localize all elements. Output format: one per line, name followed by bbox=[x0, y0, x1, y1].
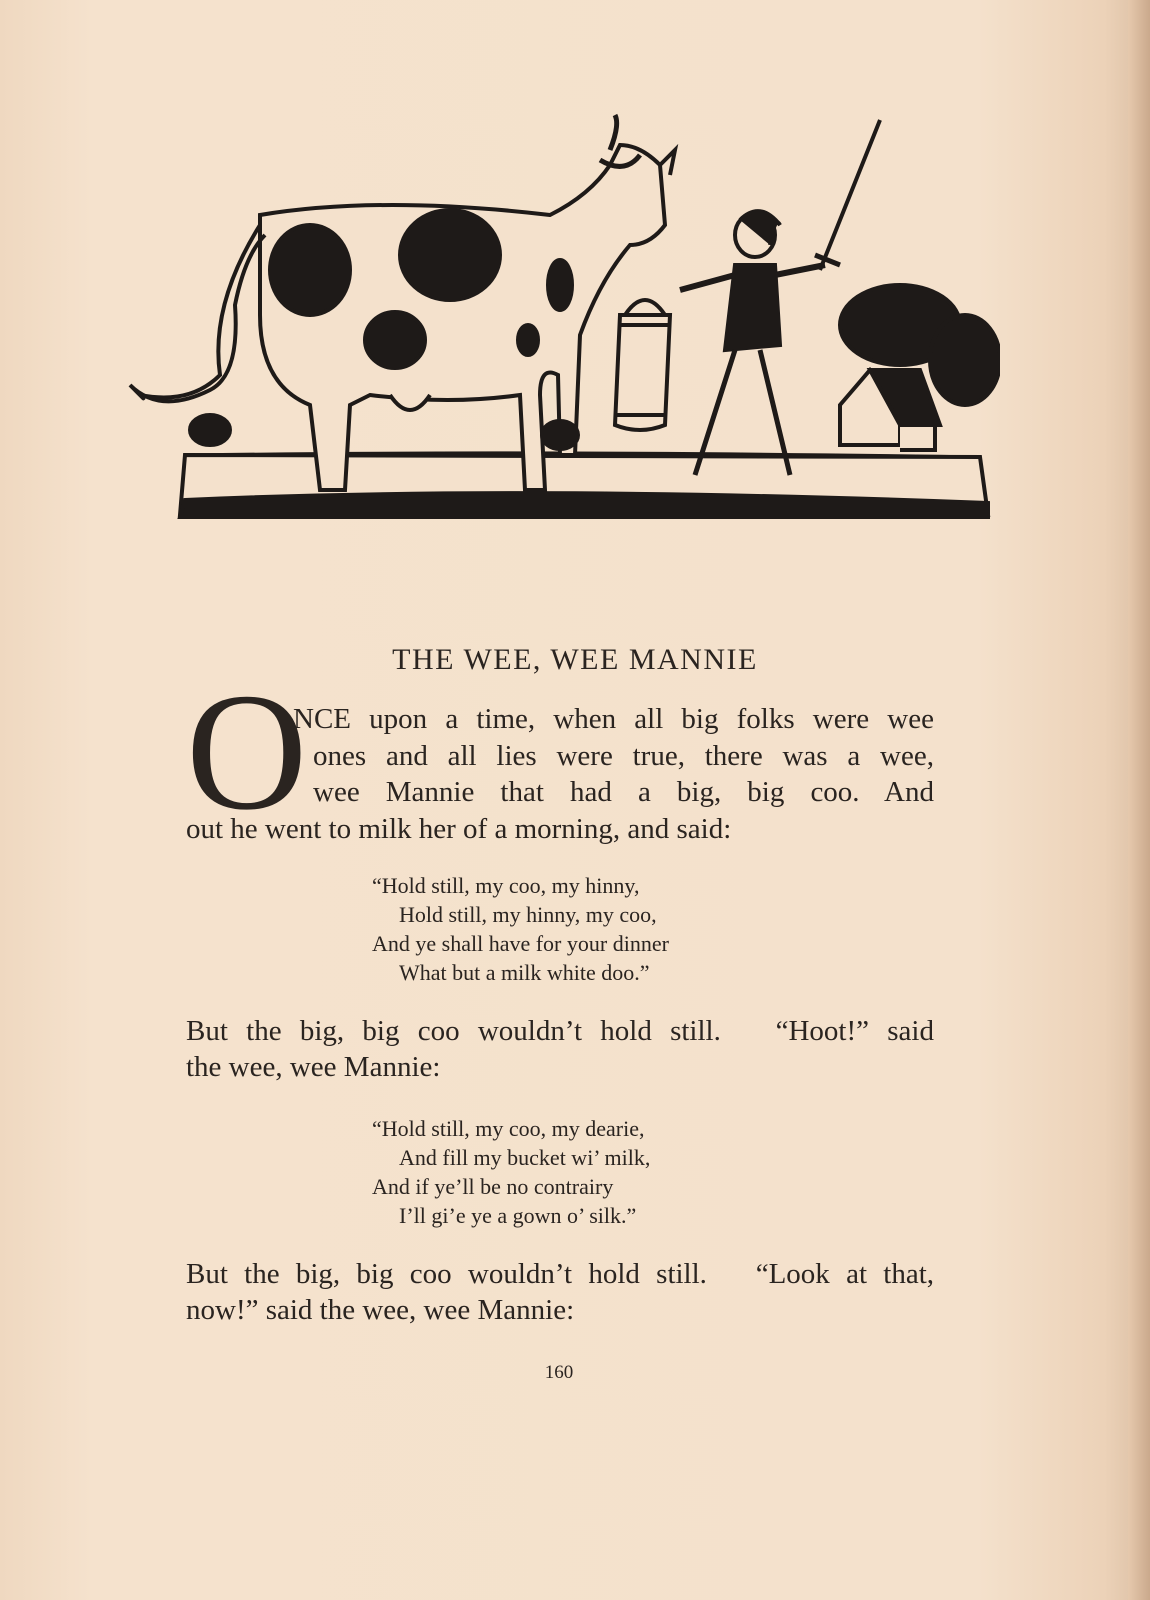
verse-line: I’ll gi’e ye a gown o’ silk.” bbox=[399, 1203, 637, 1228]
woodcut-illustration-cow-and-mannie bbox=[120, 105, 1000, 530]
paragraph-line: now!” said the wee, wee Mannie: bbox=[186, 1294, 575, 1326]
milk-pail bbox=[615, 300, 670, 430]
paragraph-line: out he went to milk her of a morning, and said: bbox=[186, 813, 732, 845]
verse-line: “Hold still, my coo, my hinny, bbox=[372, 873, 640, 898]
verse-line: Hold still, my hinny, my coo, bbox=[399, 902, 657, 927]
paragraph-line: the wee, wee Mannie: bbox=[186, 1051, 441, 1083]
paragraph-line: NCE upon a time, when all big folks were wee bbox=[293, 703, 934, 735]
paragraph-line: But the big, big coo wouldn’t hold still. “Hoot!” said bbox=[186, 1015, 934, 1047]
cottage bbox=[840, 370, 940, 450]
paragraph-line: wee Mannie that had a big, big coo. And bbox=[313, 776, 934, 808]
story-title: THE WEE, WEE MANNIE bbox=[392, 643, 758, 676]
verse-line: And ye shall have for your dinner bbox=[372, 931, 669, 956]
verse-line: And fill my bucket wi’ milk, bbox=[399, 1145, 651, 1170]
page-number: 160 bbox=[544, 1362, 574, 1383]
verse-line: And if ye’ll be no contrairy bbox=[372, 1174, 614, 1199]
paragraph-line: But the big, big coo wouldn’t hold still. “Look at that, bbox=[186, 1258, 934, 1290]
verse-line: What but a milk white doo.” bbox=[399, 960, 650, 985]
paragraph-line: ones and all lies were true, there was a wee, bbox=[313, 740, 934, 772]
book-spine-edge bbox=[1128, 0, 1150, 1600]
verse-line: “Hold still, my coo, my dearie, bbox=[372, 1116, 645, 1141]
drop-cap: O bbox=[186, 659, 308, 845]
